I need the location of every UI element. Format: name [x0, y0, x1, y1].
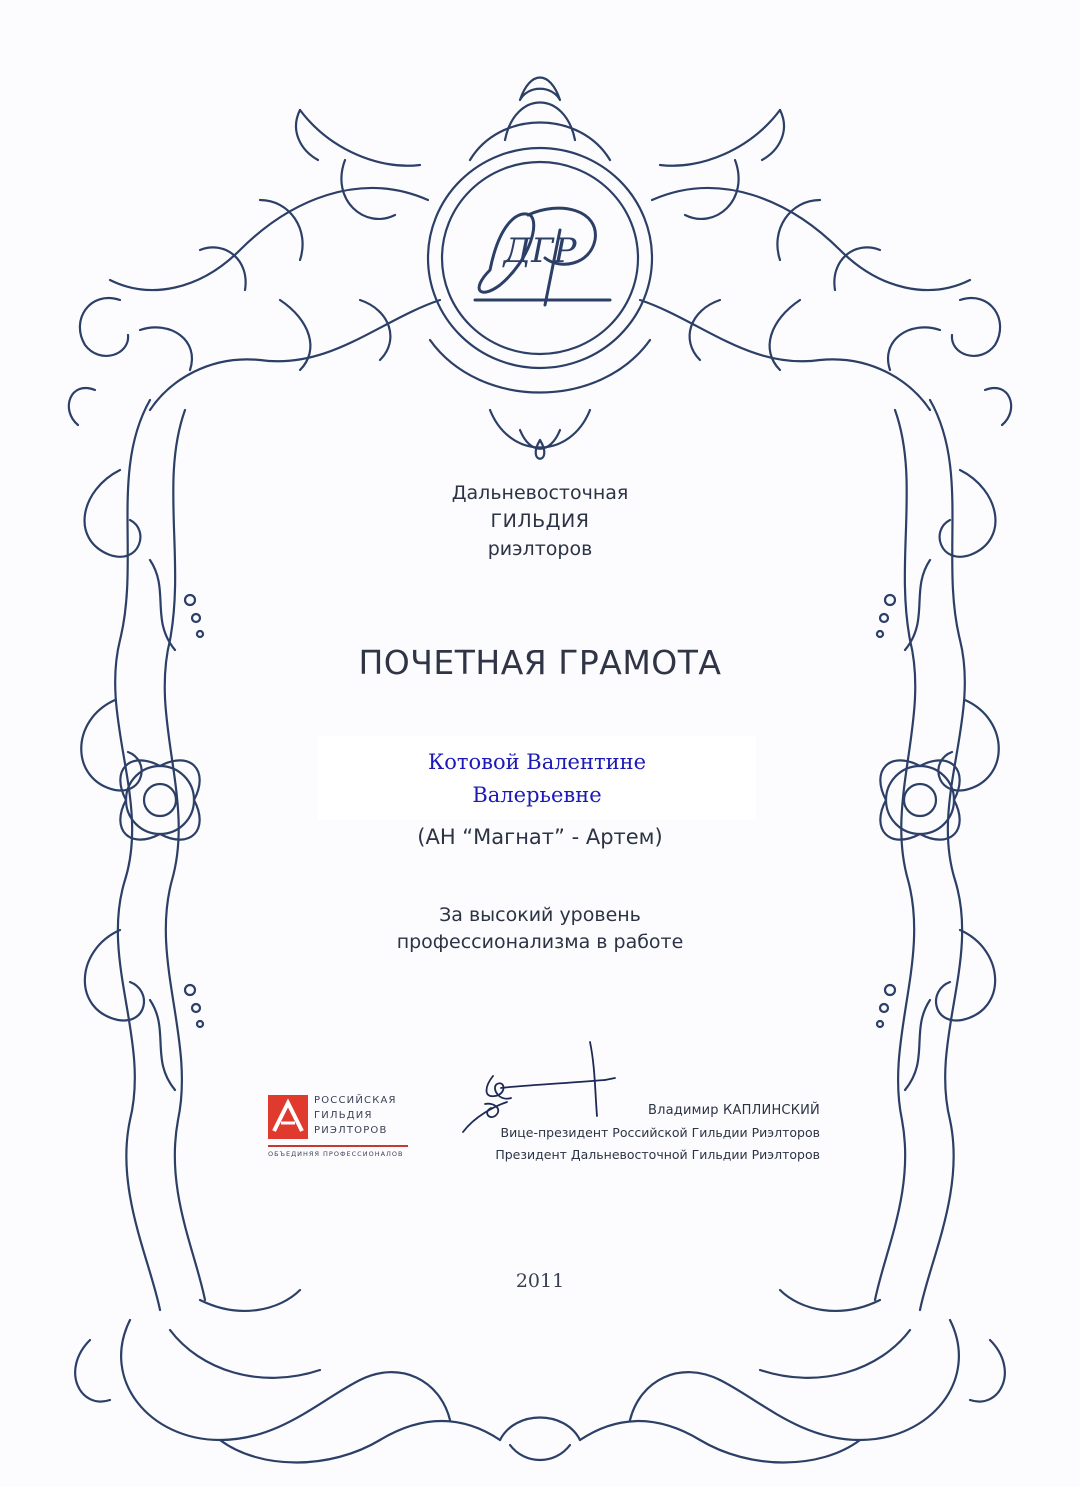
guild-name-line2: ГИЛЬДИЯ: [490, 510, 590, 532]
recipient-organization: (АН “Магнат” - Артем): [417, 825, 663, 849]
certificate-year: 2011: [515, 1270, 565, 1292]
recipient-name-line2: Валерьевне: [472, 783, 602, 807]
award-reason-line2: профессионализма в работе: [396, 931, 684, 953]
rgr-logo-line2: ГИЛЬДИЯ: [314, 1110, 373, 1121]
rgr-logo-tagline: ОБЪЕДИНЯЯ ПРОФЕССИОНАЛОВ: [268, 1150, 404, 1158]
rgr-logo: [268, 1093, 408, 1171]
certificate-title: ПОЧЕТНАЯ ГРАМОТА: [358, 643, 722, 682]
rgr-logo-mark: [268, 1095, 308, 1139]
rgr-logo-text: [314, 1093, 397, 1138]
guild-name-line3: риэлторов: [487, 538, 593, 560]
rgr-logo-icon: [268, 1095, 308, 1139]
recipient-name-line1: Котовой Валентине: [427, 750, 647, 774]
rgr-logo-line3: РИЭЛТОРОВ: [314, 1125, 388, 1136]
monogram-text: ДГР: [503, 231, 577, 271]
rgr-logo-rule: [268, 1145, 408, 1147]
rgr-logo-line1: РОССИЙСКАЯ: [314, 1095, 397, 1106]
guild-name-line1: Дальневосточная: [451, 482, 629, 504]
signatory-name: Владимир КАПЛИНСКИЙ: [647, 1103, 820, 1118]
signatory-block: [430, 1100, 820, 1166]
recipient-name-box: [318, 736, 756, 820]
award-reason-line1: За высокий уровень: [439, 904, 641, 926]
signatory-role1: Вице-президент Российской Гильдии Риэлторов: [500, 1125, 820, 1140]
signatory-role2: Президент Дальневосточной Гильдии Риэлторов: [495, 1147, 820, 1162]
